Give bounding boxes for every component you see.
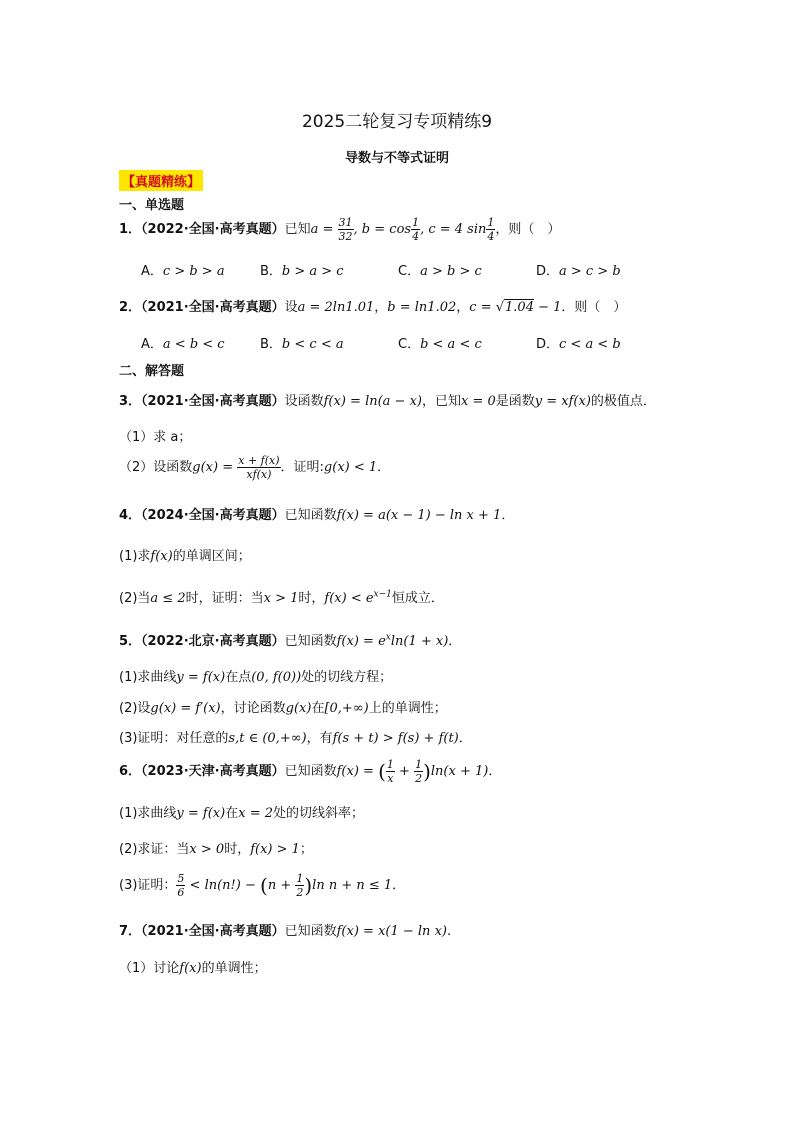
option-b[interactable]: B．b < c < a [260, 337, 344, 352]
question-5-part-1: (1)求曲线y = f(x)在点(0, f(0))处的切线方程； [119, 670, 393, 685]
question-6: 6．（2023·天津·高考真题）已知函数f(x) = ( $\frac{1}{x}$ + $\frac{1}{2}$ )ln(x + 1)． [119, 758, 502, 785]
fraction: $\frac{1}{4}$ [487, 216, 495, 243]
question-5: 5．（2022·北京·高考真题）已知函数$f(x) = e^x\ln(1 + x)$． [119, 632, 462, 649]
option-a[interactable]: A．c > b > a [141, 264, 225, 279]
math-expr: a = 2ln1.01 [297, 300, 375, 315]
page-title: 2025二轮复习专项精练9 [301, 112, 493, 132]
math-expr: , b = cos [353, 222, 412, 237]
question-6-part-1: (1)求曲线y = f(x)在x = 2处的切线斜率； [119, 806, 365, 821]
question-5-part-2: (2)设g(x) = f′(x)，讨论函数g(x)在[0,+∞)上的单调性； [119, 701, 447, 716]
question-4-part-2: (2)当a ≤ 2时，证明：当x > 1时，$f(x) < e^{x-1}$恒成立． [119, 589, 444, 606]
question-source: （2022·全国·高考真题） [141, 222, 285, 237]
question-3-part-1: （1）求 a； [119, 430, 192, 445]
question-2: 2．（2021·全国·高考真题）设a = 2ln1.01，b = ln1.02，c = √1.04 − 1．则（ ） [119, 300, 627, 315]
math-expr: c = [469, 300, 496, 315]
question-7-part-1: （1）讨论f(x)的单调性； [119, 961, 267, 976]
option-d[interactable]: D．c < a < b [536, 337, 621, 352]
fraction: $\frac{1}{x}$ [386, 758, 394, 785]
fraction: $\frac{x + f(x)}{xf(x)}$ [238, 454, 280, 481]
question-number: 2． [119, 300, 142, 315]
section-heading-single-choice: 一、单选题 [119, 198, 185, 213]
question-6-part-2: (2)求证：当x > 0时，f(x) > 1； [119, 842, 313, 857]
question-4-part-1: (1)求f(x)的单调区间； [119, 549, 251, 564]
question-6-part-3: (3)证明： $\frac{5}{6}$ < ln(n!) − (n + $\frac{1}{2}$ )ln n + n ≤ 1． [119, 872, 406, 899]
question-7: 7．（2021·全国·高考真题）已知函数f(x) = x(1 − ln x). [119, 924, 452, 939]
question-3-part-2: （2）设函数g(x) = $\frac{x + f(x)}{xf(x)}$ ．证明:g(x) < 1． [119, 454, 391, 481]
question-5-part-3: (3)证明：对任意的s,t ∈ (0,+∞)，有f(s + t) > f(s) + f(t)． [119, 731, 472, 746]
option-a[interactable]: A．a < b < c [141, 337, 225, 352]
question-number: 1． [119, 222, 142, 237]
question-source: （2021·全国·高考真题） [141, 300, 285, 315]
fraction: $\frac{31}{32}$ [338, 216, 353, 243]
math-expr: b = ln1.02 [387, 300, 457, 315]
page-subtitle: 导数与不等式证明 [344, 151, 449, 166]
fraction: $\frac{1}{2}$ [296, 872, 304, 899]
sqrt-expr: 1.04 [505, 300, 534, 315]
question-text: ，则（ ） [495, 222, 561, 237]
option-d[interactable]: D．a > c > b [536, 264, 621, 279]
option-c[interactable]: C．a > b > c [398, 264, 482, 279]
question-3: 3．（2021·全国·高考真题）设函数f(x) = ln(a − x)，已知x = 0是函数y = xf(x)的极值点． [119, 394, 656, 409]
math-expr: a = [310, 222, 338, 237]
option-c[interactable]: C．b < a < c [398, 337, 482, 352]
question-1 [119, 216, 560, 243]
option-b[interactable]: B．b > a > c [260, 264, 344, 279]
section-tag: 【真题精练】 [119, 170, 203, 191]
question-text: 已知 [284, 222, 311, 237]
section-heading-answer: 二、解答题 [119, 364, 185, 379]
fraction: $\frac{5}{6}$ [177, 872, 185, 899]
question-4: 4．（2024·全国·高考真题）已知函数f(x) = a(x − 1) − ln x + 1． [119, 508, 515, 523]
fraction: $\frac{1}{4}$ [412, 216, 420, 243]
fraction: $\frac{1}{2}$ [415, 758, 423, 785]
math-expr: , c = 4 sin [420, 222, 487, 237]
